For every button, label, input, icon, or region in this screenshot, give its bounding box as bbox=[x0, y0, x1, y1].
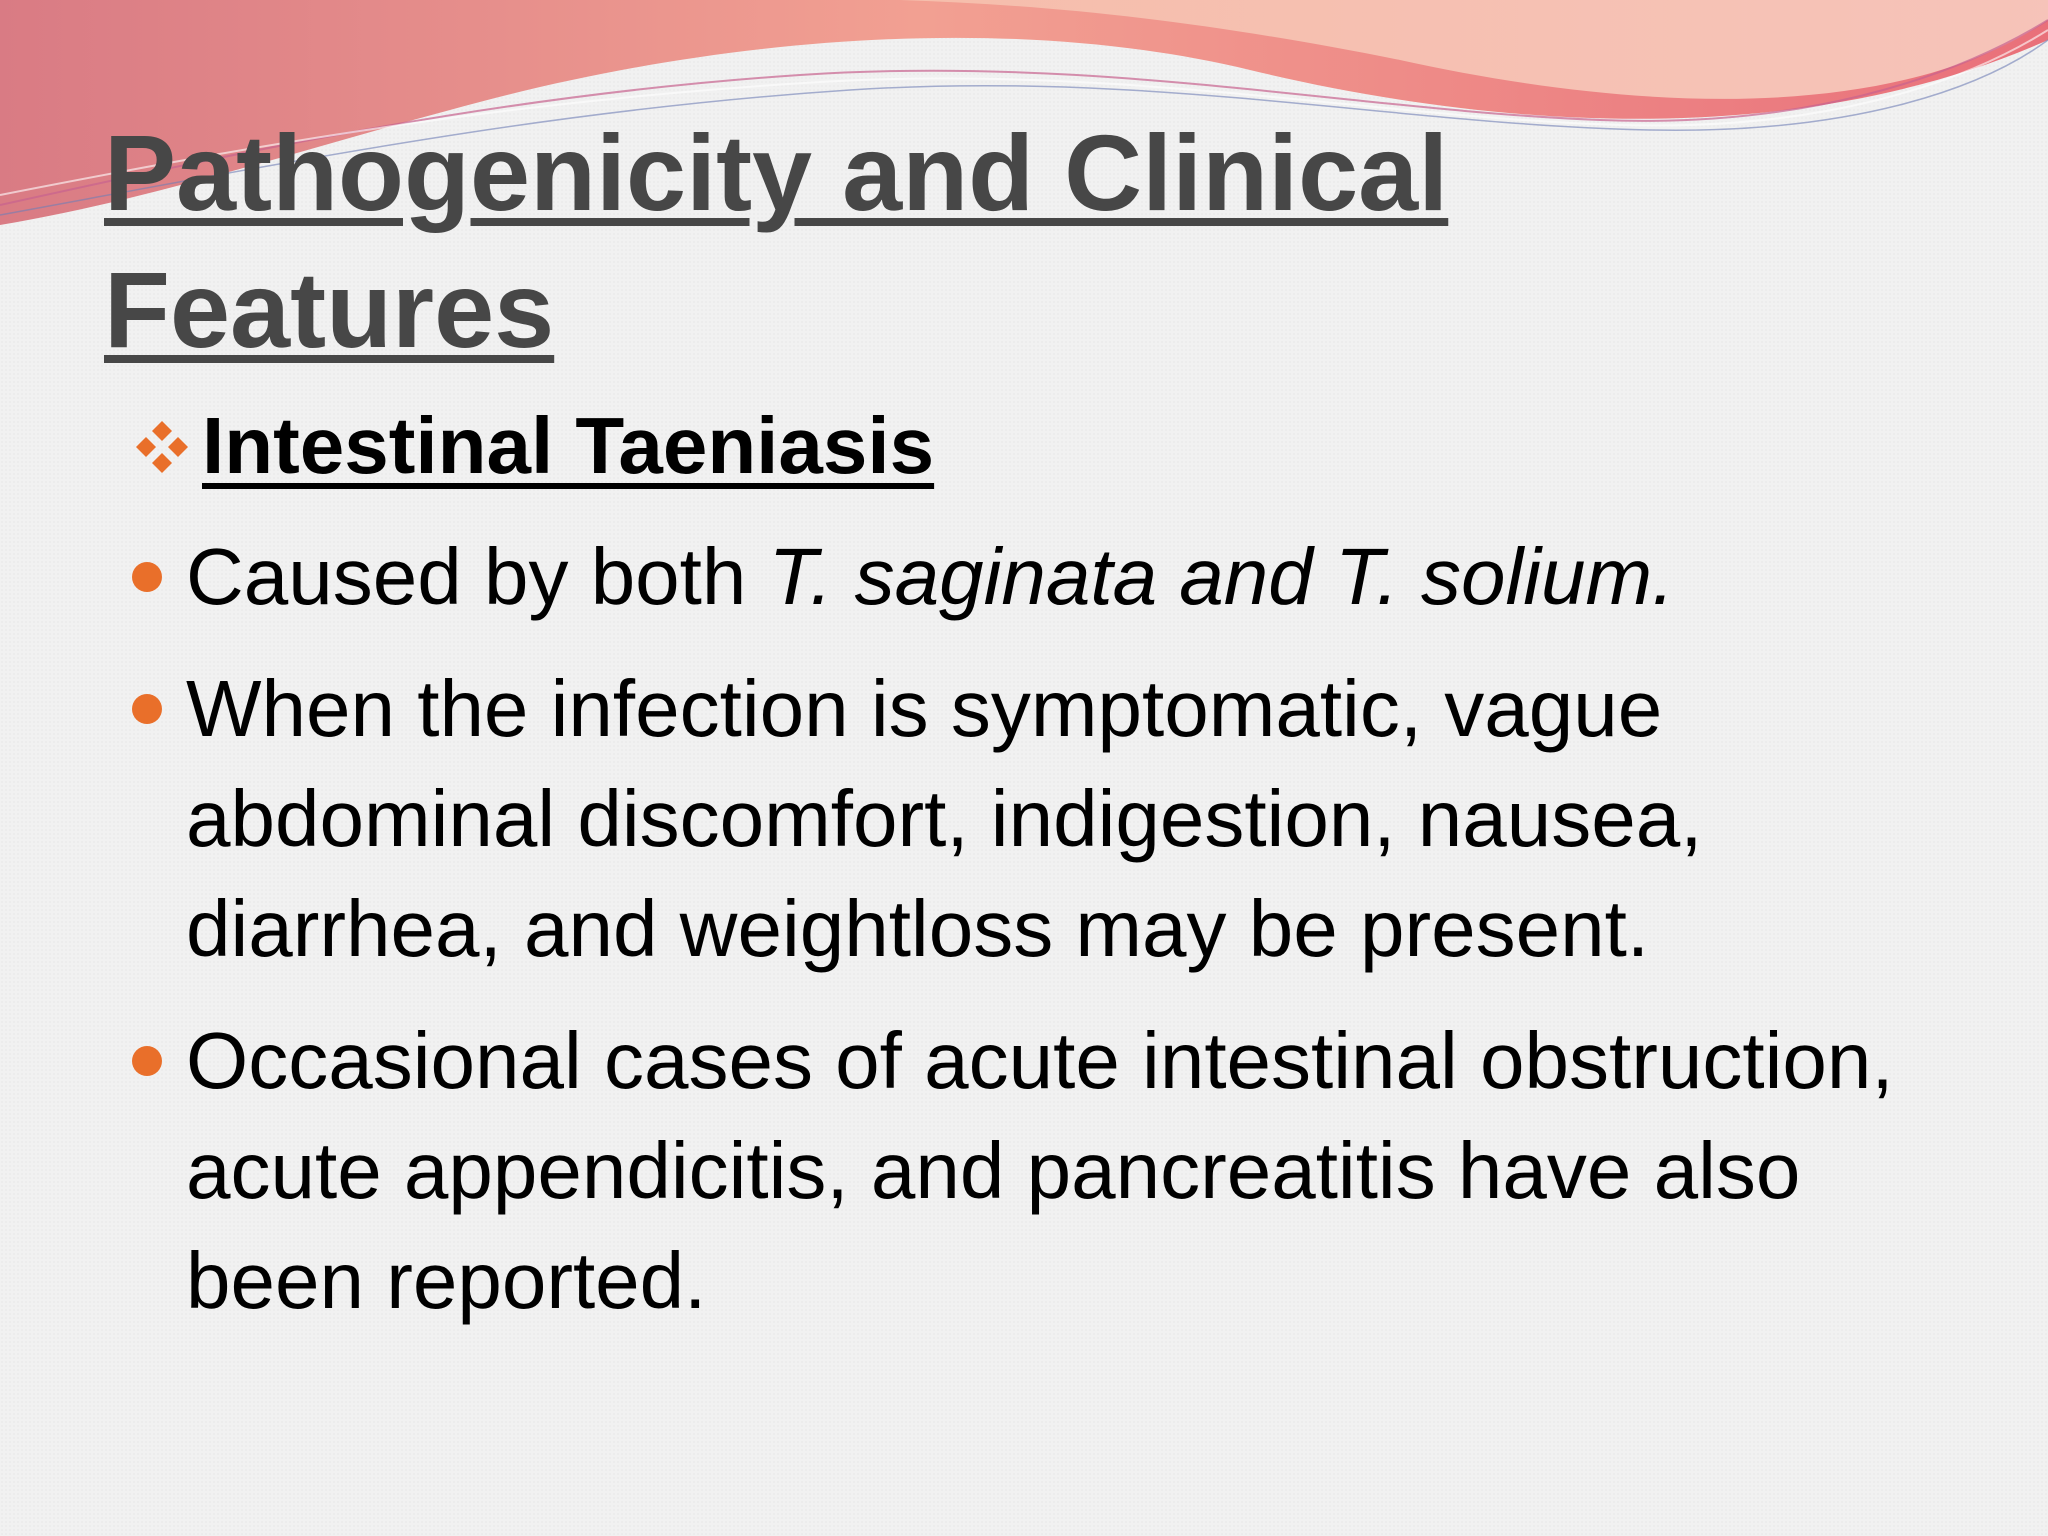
bullet-item-3 bbox=[130, 1006, 1990, 1336]
bullet-2-text: When the infection is symptomatic, vague abdominal discomfort, indigestion, nausea, diarrhea, and weightloss may be present. bbox=[186, 664, 1703, 973]
title-line-1: Pathogenicity and Clinical bbox=[104, 112, 1449, 233]
filled-circle-icon bbox=[132, 694, 162, 724]
title-line-2: Features bbox=[104, 249, 555, 370]
subheading-text: Intestinal Taeniasis bbox=[202, 401, 935, 490]
bullet-1-text: Caused by both bbox=[186, 532, 769, 621]
bullet-list bbox=[130, 522, 1990, 1358]
slide-title bbox=[104, 104, 1804, 378]
bullet-item-2 bbox=[130, 654, 1990, 984]
bullet-1-species: T. saginata and T. solium. bbox=[768, 532, 1675, 621]
filled-circle-icon bbox=[132, 1046, 162, 1076]
bullet-item-1 bbox=[130, 522, 1990, 632]
subheading bbox=[130, 396, 934, 496]
bullet-3-text: Occasional cases of acute intestinal obstruction, acute appendicitis, and pancreatitis have also been reported. bbox=[186, 1016, 1894, 1325]
filled-circle-icon bbox=[132, 562, 162, 592]
diamond-bullet-icon bbox=[130, 415, 194, 479]
